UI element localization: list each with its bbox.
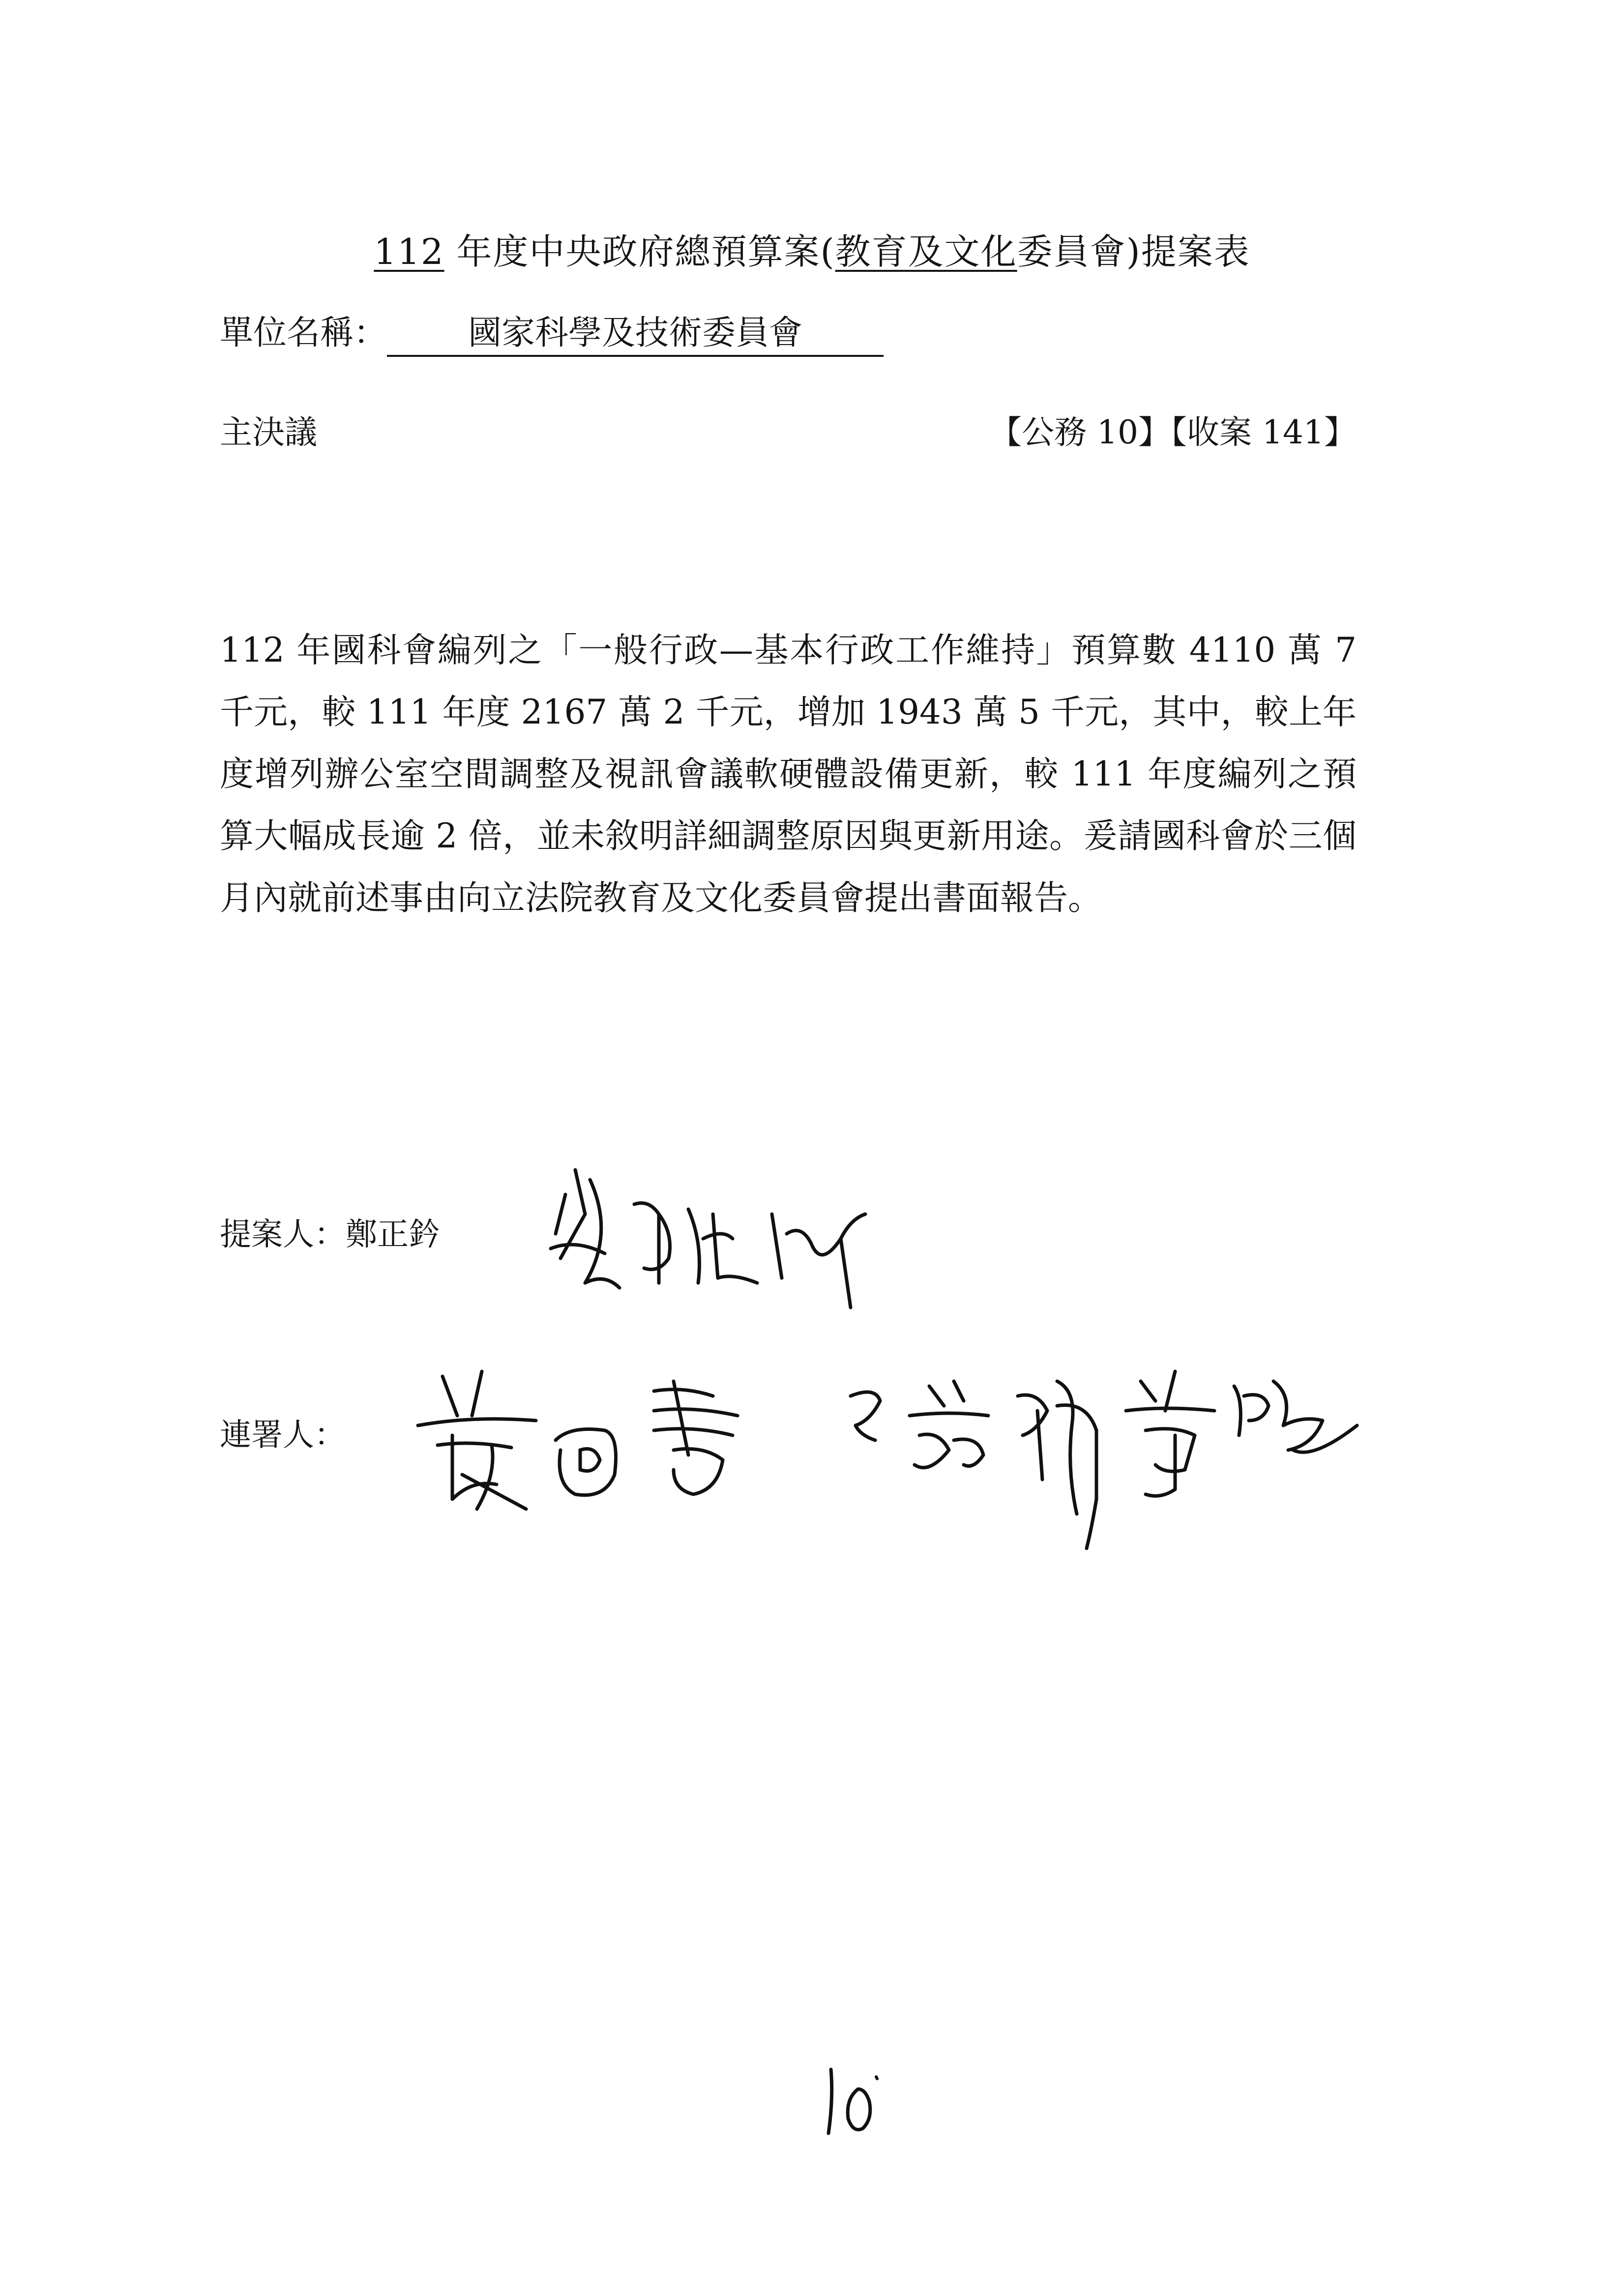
unit-row — [220, 309, 884, 358]
proposer-signature — [546, 1160, 890, 1317]
proposer-name: 鄭正鈐 — [346, 1217, 440, 1253]
cosigner-label: 連署人： — [220, 1417, 346, 1453]
proposal-body: 112 年國科會編列之「一般行政—基本行政工作維持」預算數 4110 萬 7 千元，較 111 年度 2167 萬 2 千元，增加 1943 萬 5 千元，其中，較上年度增列辦公室空間調整及視訊會議軟硬體設備更新，較 111 年度編列之預算大幅成長逾 2 倍，並未敘明詳細調整原因與更新用途。爰請國科會於三個月內就前述事由向立法院教育及文化委員會提出書面報告。 — [220, 631, 1357, 918]
title-end: 委員會)提案表 — [1017, 231, 1250, 272]
unit-label: 單位名稱： — [220, 314, 387, 352]
proposer-row — [220, 1210, 440, 1259]
resolution-label: 主決議 — [220, 413, 317, 451]
document-title — [0, 227, 1624, 276]
title-committee: 教育及文化 — [835, 231, 1017, 272]
page-number — [811, 2055, 885, 2143]
resolution-code: 【公務 10】【收案 141】 — [989, 413, 1357, 451]
unit-value: 國家科學及技術委員會 — [387, 312, 884, 357]
cosigner-signature-1 — [398, 1362, 782, 1524]
cosigner-signature-2 — [841, 1352, 1387, 1558]
resolution-row — [220, 408, 1357, 457]
title-year: 112 — [374, 231, 444, 272]
cosigner-row — [220, 1411, 346, 1460]
title-middle: 年度中央政府總預算案( — [444, 231, 835, 272]
proposer-label: 提案人： — [220, 1217, 346, 1253]
